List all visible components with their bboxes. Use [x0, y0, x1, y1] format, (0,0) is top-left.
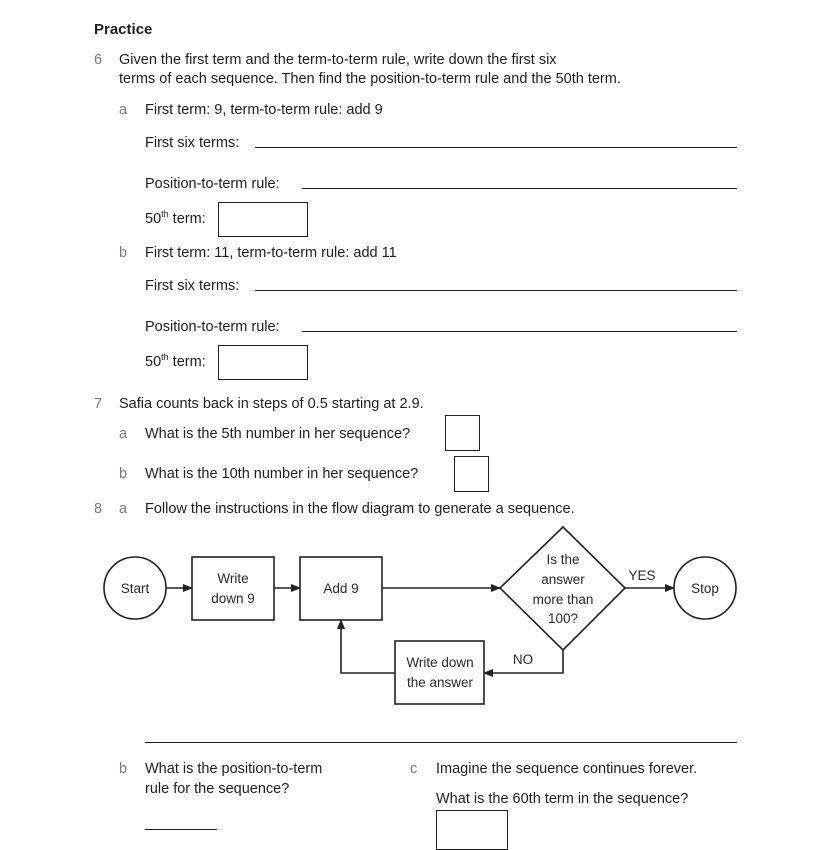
q8c-letter: c: [410, 761, 418, 777]
svg-text:100?: 100?: [547, 611, 579, 626]
svg-text:YES: YES: [628, 568, 656, 583]
q8c-answer-box[interactable]: [436, 810, 508, 850]
q6b-letter: b: [119, 245, 128, 261]
q6b-prompt: First term: 11, term-to-term rule: add 11: [145, 245, 397, 261]
question-number-8: 8: [94, 501, 103, 517]
svg-text:Is the: Is the: [546, 552, 580, 567]
q8a-sequence-answer-line[interactable]: [145, 742, 737, 743]
q6a-rule-label: Position-to-term rule:: [145, 176, 280, 192]
svg-text:Stop: Stop: [691, 581, 719, 596]
svg-text:Add 9: Add 9: [323, 581, 359, 596]
write-down-9-node: [192, 557, 274, 620]
q7b-letter: b: [119, 466, 128, 482]
decision-node: [500, 527, 625, 650]
q7b-prompt: What is the 10th number in her sequence?: [145, 466, 419, 482]
q6a-letter: a: [119, 102, 128, 118]
q7a-letter: a: [119, 426, 128, 442]
svg-text:Write down: Write down: [406, 655, 474, 670]
q6a-first-six-label: First six terms:: [145, 135, 240, 151]
svg-text:more than: more than: [532, 592, 594, 607]
section-heading: Practice: [94, 21, 153, 38]
q8b-letter: b: [119, 761, 128, 777]
q8b-line1: What is the position-to-term: [145, 761, 323, 777]
q7-text: Safia counts back in steps of 0.5 starting at 2.9.: [119, 396, 424, 412]
q8a-text: Follow the instructions in the flow diagram to generate a sequence.: [145, 501, 575, 517]
q6a-50th-label: 50th term:: [145, 209, 206, 227]
question-number-6: 6: [94, 52, 103, 68]
q6b-50th-label: 50th term:: [145, 352, 206, 370]
svg-text:Write: Write: [217, 571, 249, 586]
q6b-first-six-label: First six terms:: [145, 278, 240, 294]
write-answer-node: [395, 641, 484, 704]
q7a-prompt: What is the 5th number in her sequence?: [145, 426, 411, 442]
svg-text:answer: answer: [541, 572, 585, 587]
svg-text:NO: NO: [512, 652, 534, 667]
q6a-prompt: First term: 9, term-to-term rule: add 9: [145, 102, 383, 118]
q8b-answer-line[interactable]: [145, 829, 217, 830]
q8c-line1: Imagine the sequence continues forever.: [436, 761, 698, 777]
start-label: Start: [120, 581, 150, 596]
svg-text:the answer: the answer: [406, 675, 474, 690]
q6-text-line2: terms of each sequence. Then find the position-to-term rule and the 50th term.: [119, 71, 621, 87]
q8b-line2: rule for the sequence?: [145, 781, 290, 797]
q6b-rule-label: Position-to-term rule:: [145, 319, 280, 335]
q8a-letter: a: [119, 501, 128, 517]
svg-text:down 9: down 9: [211, 591, 255, 606]
question-number-7: 7: [94, 396, 103, 412]
q8c-line2: What is the 60th term in the sequence?: [436, 791, 689, 807]
q6-text-line1: Given the first term and the term-to-term rule, write down the first six: [119, 52, 557, 68]
